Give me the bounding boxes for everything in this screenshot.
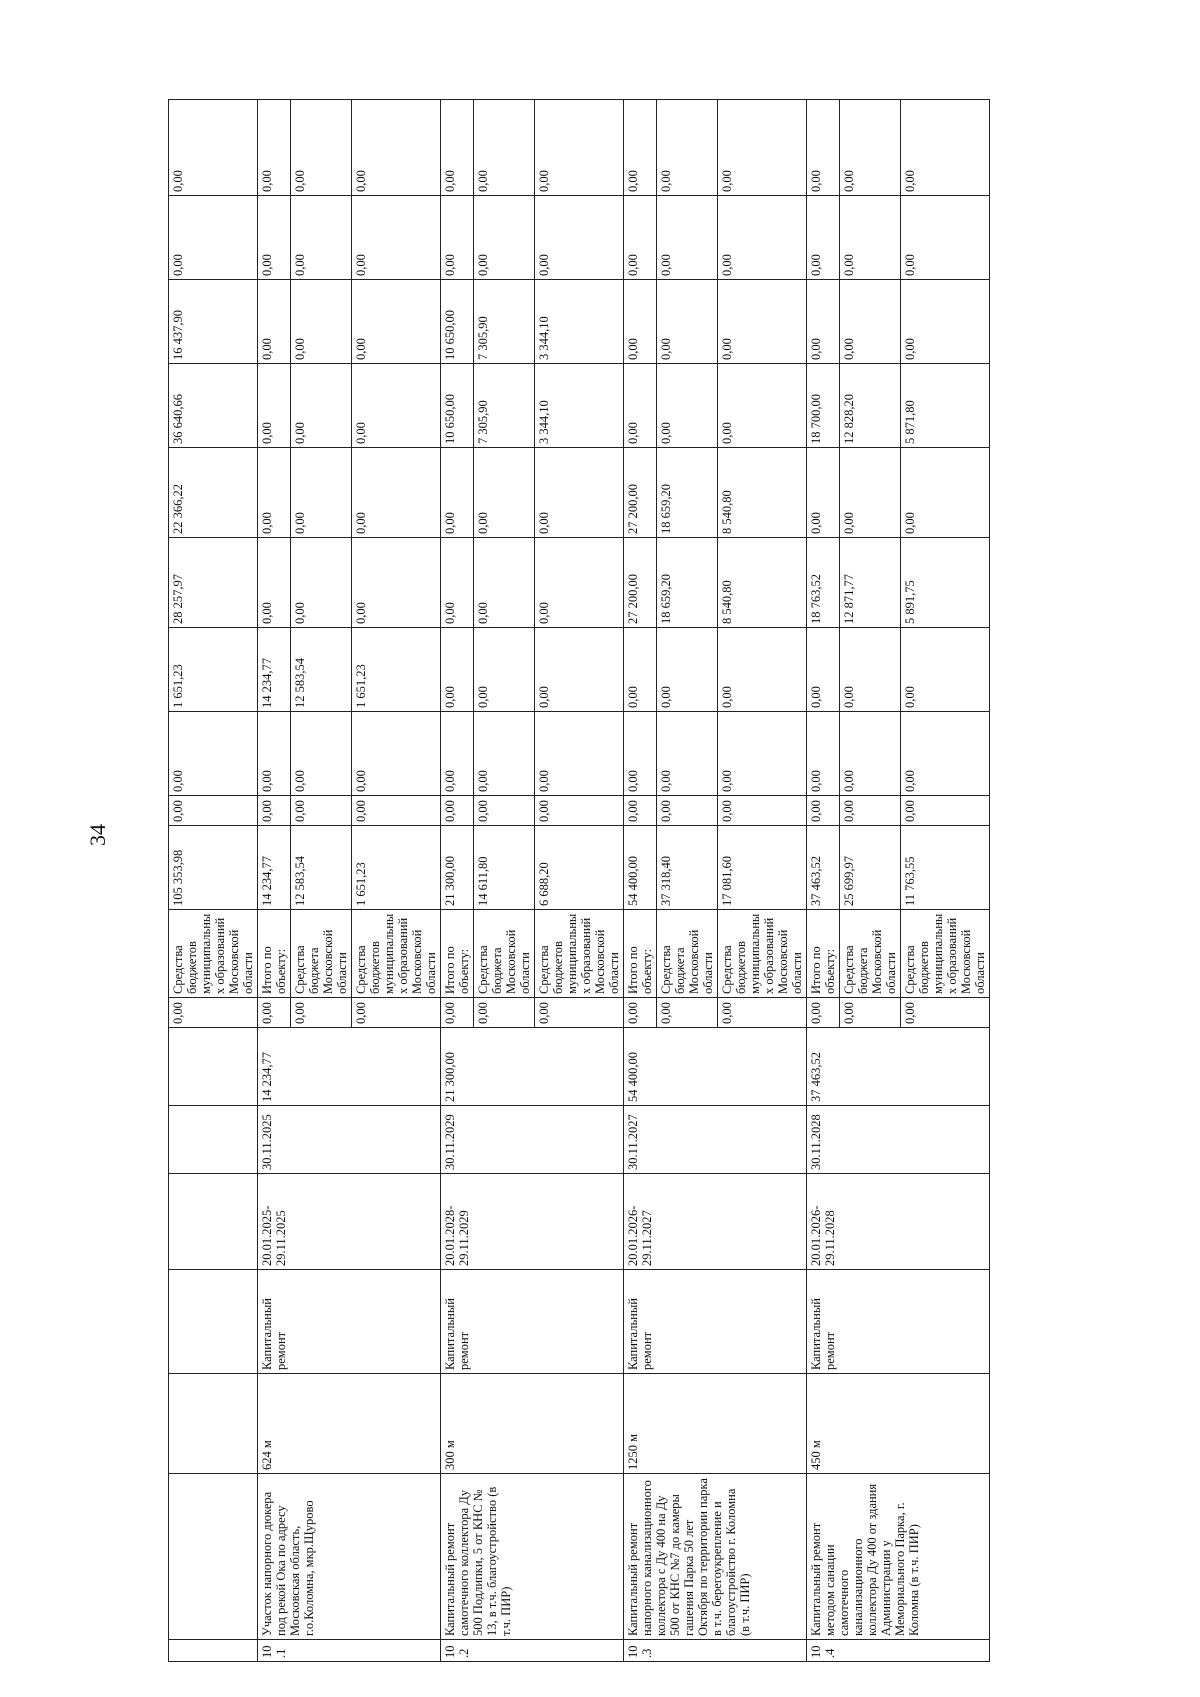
cell-value: 0,00 <box>624 196 657 280</box>
cell-value: 0,00 <box>169 196 258 280</box>
cell-value: 16 437,90 <box>169 280 258 364</box>
cell-value: 14 234,77 <box>258 628 291 712</box>
funding-source: Средства бюджетов муниципальных образований Московской области <box>901 910 990 998</box>
cell-total: 14 234,77 <box>258 826 291 910</box>
cell-value: 0,00 <box>718 280 807 364</box>
cell-value: 0,00 <box>258 364 291 448</box>
work-type: Капитальный ремонт <box>441 1270 624 1374</box>
cell-total: 1 651,23 <box>352 826 441 910</box>
cell-value: 0,00 <box>807 280 840 364</box>
cell-value: 0,00 <box>535 448 624 538</box>
cell-value: 0,00 <box>718 712 807 796</box>
cell-value: 0,00 <box>352 538 441 628</box>
funding-source: Итого по объекту: <box>807 910 840 998</box>
cell-value: 0,00 <box>657 712 718 796</box>
cell-value: 18 659,20 <box>657 538 718 628</box>
cell-zero: 0,00 <box>474 998 535 1028</box>
cell-total: 12 583,54 <box>291 826 352 910</box>
cell-zero: 0,00 <box>441 796 474 826</box>
cell-value: 0,00 <box>901 280 990 364</box>
cell-zero: 0,00 <box>718 998 807 1028</box>
financing-table-rotated <box>168 172 1128 1662</box>
cell-value: 0,00 <box>352 364 441 448</box>
cell-value: 0,00 <box>291 280 352 364</box>
cell-value: 0,00 <box>901 628 990 712</box>
cell-value: 0,00 <box>840 280 901 364</box>
cell-zero: 0,00 <box>718 796 807 826</box>
cell-value: 0,00 <box>718 196 807 280</box>
cell-value: 0,00 <box>535 712 624 796</box>
cell-value: 0,00 <box>258 712 291 796</box>
cell-value: 0,00 <box>840 628 901 712</box>
cell-value: 0,00 <box>624 628 657 712</box>
cell-value: 1 651,23 <box>352 628 441 712</box>
empty-cell <box>169 1474 258 1640</box>
cell-value: 0,00 <box>657 100 718 196</box>
cell-value: 0,00 <box>901 196 990 280</box>
cell-zero: 0,00 <box>901 998 990 1028</box>
cell-value: 0,00 <box>441 196 474 280</box>
cell-value: 3 344,10 <box>535 280 624 364</box>
object-number: 10.1 <box>258 1640 441 1662</box>
cell-value: 0,00 <box>291 196 352 280</box>
funding-source: Средства бюджетов муниципальных образований Московской области <box>352 910 441 998</box>
cell-value: 0,00 <box>535 196 624 280</box>
cell-value: 0,00 <box>441 448 474 538</box>
cell-value: 7 305,90 <box>474 280 535 364</box>
cell-value: 0,00 <box>352 280 441 364</box>
empty-cell <box>169 1270 258 1374</box>
cell-value: 18 659,20 <box>657 448 718 538</box>
cell-value: 0,00 <box>901 712 990 796</box>
cell-value: 0,00 <box>441 628 474 712</box>
cell-value: 0,00 <box>291 538 352 628</box>
cell-total: 37 463,52 <box>807 826 840 910</box>
cell-value: 0,00 <box>352 196 441 280</box>
cell-value: 1 651,23 <box>169 628 258 712</box>
object-length: 1250 м <box>624 1374 807 1474</box>
cell-value: 8 540,80 <box>718 448 807 538</box>
cell-value: 0,00 <box>258 100 291 196</box>
cell-value: 0,00 <box>807 448 840 538</box>
cell-zero: 0,00 <box>258 998 291 1028</box>
cell-total: 37 318,40 <box>657 826 718 910</box>
cell-value: 7 305,90 <box>474 364 535 448</box>
work-period: 20.01.2028-29.11.2029 <box>441 1174 624 1270</box>
funding-source: Средства бюджета Московской области <box>840 910 901 998</box>
empty-cell <box>169 1028 258 1106</box>
end-date: 30.11.2025 <box>258 1106 441 1174</box>
cell-zero: 0,00 <box>624 796 657 826</box>
cell-value: 0,00 <box>535 100 624 196</box>
cell-zero: 0,00 <box>258 796 291 826</box>
cell-total: 14 611,80 <box>474 826 535 910</box>
cell-zero: 0,00 <box>352 796 441 826</box>
cell-value: 0,00 <box>807 100 840 196</box>
object-cost: 21 300,00 <box>441 1028 624 1106</box>
cell-value: 27 200,00 <box>624 448 657 538</box>
cell-value: 18 700,00 <box>807 364 840 448</box>
funding-source: Итого по объекту: <box>258 910 291 998</box>
cell-zero: 0,00 <box>352 998 441 1028</box>
work-type: Капитальный ремонт <box>258 1270 441 1374</box>
cell-value: 0,00 <box>840 448 901 538</box>
object-length: 300 м <box>441 1374 624 1474</box>
table-row <box>258 100 291 1662</box>
cell-value: 3 344,10 <box>535 364 624 448</box>
end-date: 30.11.2029 <box>441 1106 624 1174</box>
cell-value: 18 763,52 <box>807 538 840 628</box>
table-row <box>807 100 840 1662</box>
table-header-row <box>169 100 258 1662</box>
cell-total: 11 763,55 <box>901 826 990 910</box>
object-name: Участок напорного дюкера под рекой Ока по адресу Московская область, г.о.Коломна, мкр.Щурово <box>258 1474 441 1640</box>
object-number: 10.4 <box>807 1640 990 1662</box>
cell-zero: 0,00 <box>535 796 624 826</box>
cell-value: 0,00 <box>474 628 535 712</box>
financing-table <box>168 99 990 1662</box>
cell-value: 0,00 <box>474 448 535 538</box>
cell-value: 0,00 <box>718 628 807 712</box>
cell-value: 27 200,00 <box>624 538 657 628</box>
cell-zero: 0,00 <box>840 796 901 826</box>
object-cost: 37 463,52 <box>807 1028 990 1106</box>
cell-value: 0,00 <box>352 448 441 538</box>
funding-source: Итого по объекту: <box>441 910 474 998</box>
cell-value: 0,00 <box>807 196 840 280</box>
cell-total: 105 353,98 <box>169 826 258 910</box>
funding-source: Средства бюджета Московской области <box>657 910 718 998</box>
cell-value: 0,00 <box>624 280 657 364</box>
work-type: Капитальный ремонт <box>807 1270 990 1374</box>
cell-total: 6 688,20 <box>535 826 624 910</box>
end-date: 30.11.2028 <box>807 1106 990 1174</box>
table-row <box>441 100 474 1662</box>
empty-cell <box>169 1174 258 1270</box>
cell-total: 25 699,97 <box>840 826 901 910</box>
table-row <box>624 100 657 1662</box>
cell-value: 0,00 <box>352 712 441 796</box>
object-cost: 54 400,00 <box>624 1028 807 1106</box>
cell-value: 0,00 <box>535 628 624 712</box>
cell-value: 5 891,75 <box>901 538 990 628</box>
cell-value: 0,00 <box>624 712 657 796</box>
cell-zero: 0,00 <box>657 998 718 1028</box>
funding-source: Средства бюджета Московской области <box>474 910 535 998</box>
cell-value: 0,00 <box>807 628 840 712</box>
funding-source: Средства бюджетов муниципальных образований Московской области <box>535 910 624 998</box>
cell-zero: 0,00 <box>657 796 718 826</box>
cell-total: 21 300,00 <box>441 826 474 910</box>
cell-value: 0,00 <box>657 628 718 712</box>
cell-value: 0,00 <box>807 712 840 796</box>
cell-value: 0,00 <box>657 364 718 448</box>
cell-zero: 0,00 <box>901 796 990 826</box>
object-length: 450 м <box>807 1374 990 1474</box>
cell-value: 0,00 <box>718 364 807 448</box>
cell-value: 0,00 <box>474 538 535 628</box>
funding-source: Средства бюджета Московской области <box>291 910 352 998</box>
cell-value: 0,00 <box>657 196 718 280</box>
cell-value: 0,00 <box>291 100 352 196</box>
table-body <box>169 100 990 1662</box>
page-number: 34 <box>85 824 110 846</box>
object-cost: 14 234,77 <box>258 1028 441 1106</box>
work-period: 20.01.2026-29.11.2028 <box>807 1174 990 1270</box>
cell-value: 0,00 <box>352 100 441 196</box>
work-type: Капитальный ремонт <box>624 1270 807 1374</box>
cell-value: 22 366,22 <box>169 448 258 538</box>
cell-zero: 0,00 <box>441 998 474 1028</box>
cell-total: 17 081,60 <box>718 826 807 910</box>
cell-value: 0,00 <box>441 100 474 196</box>
cell-zero: 0,00 <box>624 998 657 1028</box>
cell-value: 0,00 <box>258 196 291 280</box>
cell-zero: 0,00 <box>807 796 840 826</box>
cell-zero: 0,00 <box>291 998 352 1028</box>
cell-value: 0,00 <box>901 448 990 538</box>
object-number: 10.2 <box>441 1640 624 1662</box>
object-name: Капитальный ремонт самотечного коллектора Ду 500 Подлипки, 5 от КНС № 13, в т.ч. благоустройство (в т.ч. ПИР) <box>441 1474 624 1640</box>
cell-value: 0,00 <box>535 538 624 628</box>
cell-value: 0,00 <box>624 100 657 196</box>
cell-value: 0,00 <box>169 712 258 796</box>
empty-cell <box>169 1374 258 1474</box>
work-period: 20.01.2025-29.11.2025 <box>258 1174 441 1270</box>
cell-zero: 0,00 <box>169 998 258 1028</box>
cell-value: 0,00 <box>291 448 352 538</box>
cell-total: 54 400,00 <box>624 826 657 910</box>
cell-value: 28 257,97 <box>169 538 258 628</box>
cell-zero: 0,00 <box>169 796 258 826</box>
work-period: 20.01.2026-29.11.2027 <box>624 1174 807 1270</box>
cell-value: 0,00 <box>258 448 291 538</box>
cell-value: 0,00 <box>840 712 901 796</box>
cell-value: 0,00 <box>291 364 352 448</box>
object-name: Капитальный ремонт методом санации самотечного канализационного коллектора Ду 400 от здания Администрации у Мемориального Парка, г. Коломна (в т.ч. ПИР) <box>807 1474 990 1640</box>
cell-value: 0,00 <box>441 712 474 796</box>
cell-value: 12 828,20 <box>840 364 901 448</box>
cell-value: 10 650,00 <box>441 280 474 364</box>
object-length: 624 м <box>258 1374 441 1474</box>
end-date: 30.11.2027 <box>624 1106 807 1174</box>
cell-value: 36 640,66 <box>169 364 258 448</box>
funding-source: Средства бюджетов муниципальных образований Московской области <box>718 910 807 998</box>
cell-value: 0,00 <box>657 280 718 364</box>
cell-value: 0,00 <box>474 712 535 796</box>
cell-value: 0,00 <box>258 280 291 364</box>
cell-value: 0,00 <box>840 196 901 280</box>
cell-value: 0,00 <box>901 100 990 196</box>
cell-value: 8 540,80 <box>718 538 807 628</box>
cell-value: 0,00 <box>474 100 535 196</box>
cell-value: 10 650,00 <box>441 364 474 448</box>
cell-value: 0,00 <box>840 100 901 196</box>
cell-zero: 0,00 <box>291 796 352 826</box>
empty-cell <box>169 1106 258 1174</box>
cell-value: 0,00 <box>718 100 807 196</box>
cell-value: 12 871,77 <box>840 538 901 628</box>
cell-source: Средства бюджетов муниципальных образований Московской области <box>169 910 258 998</box>
cell-zero: 0,00 <box>807 998 840 1028</box>
cell-value: 0,00 <box>291 712 352 796</box>
funding-source: Итого по объекту: <box>624 910 657 998</box>
cell-value: 0,00 <box>624 364 657 448</box>
empty-cell <box>169 1640 258 1662</box>
cell-zero: 0,00 <box>535 998 624 1028</box>
object-name: Капитальный ремонт напорного канализационного коллектора с Ду 400 на Ду 500 от КНС №7 до камеры гашения Парка 50 лет Октября по территории парка в т.ч. берегоукрепление и благоустройство г. Коломна (в т.ч. ПИР) <box>624 1474 807 1640</box>
cell-value: 0,00 <box>441 538 474 628</box>
cell-value: 12 583,54 <box>291 628 352 712</box>
cell-value: 0,00 <box>258 538 291 628</box>
cell-value: 0,00 <box>169 100 258 196</box>
cell-zero: 0,00 <box>840 998 901 1028</box>
object-number: 10.3 <box>624 1640 807 1662</box>
cell-value: 0,00 <box>474 196 535 280</box>
cell-zero: 0,00 <box>474 796 535 826</box>
cell-value: 5 871,80 <box>901 364 990 448</box>
